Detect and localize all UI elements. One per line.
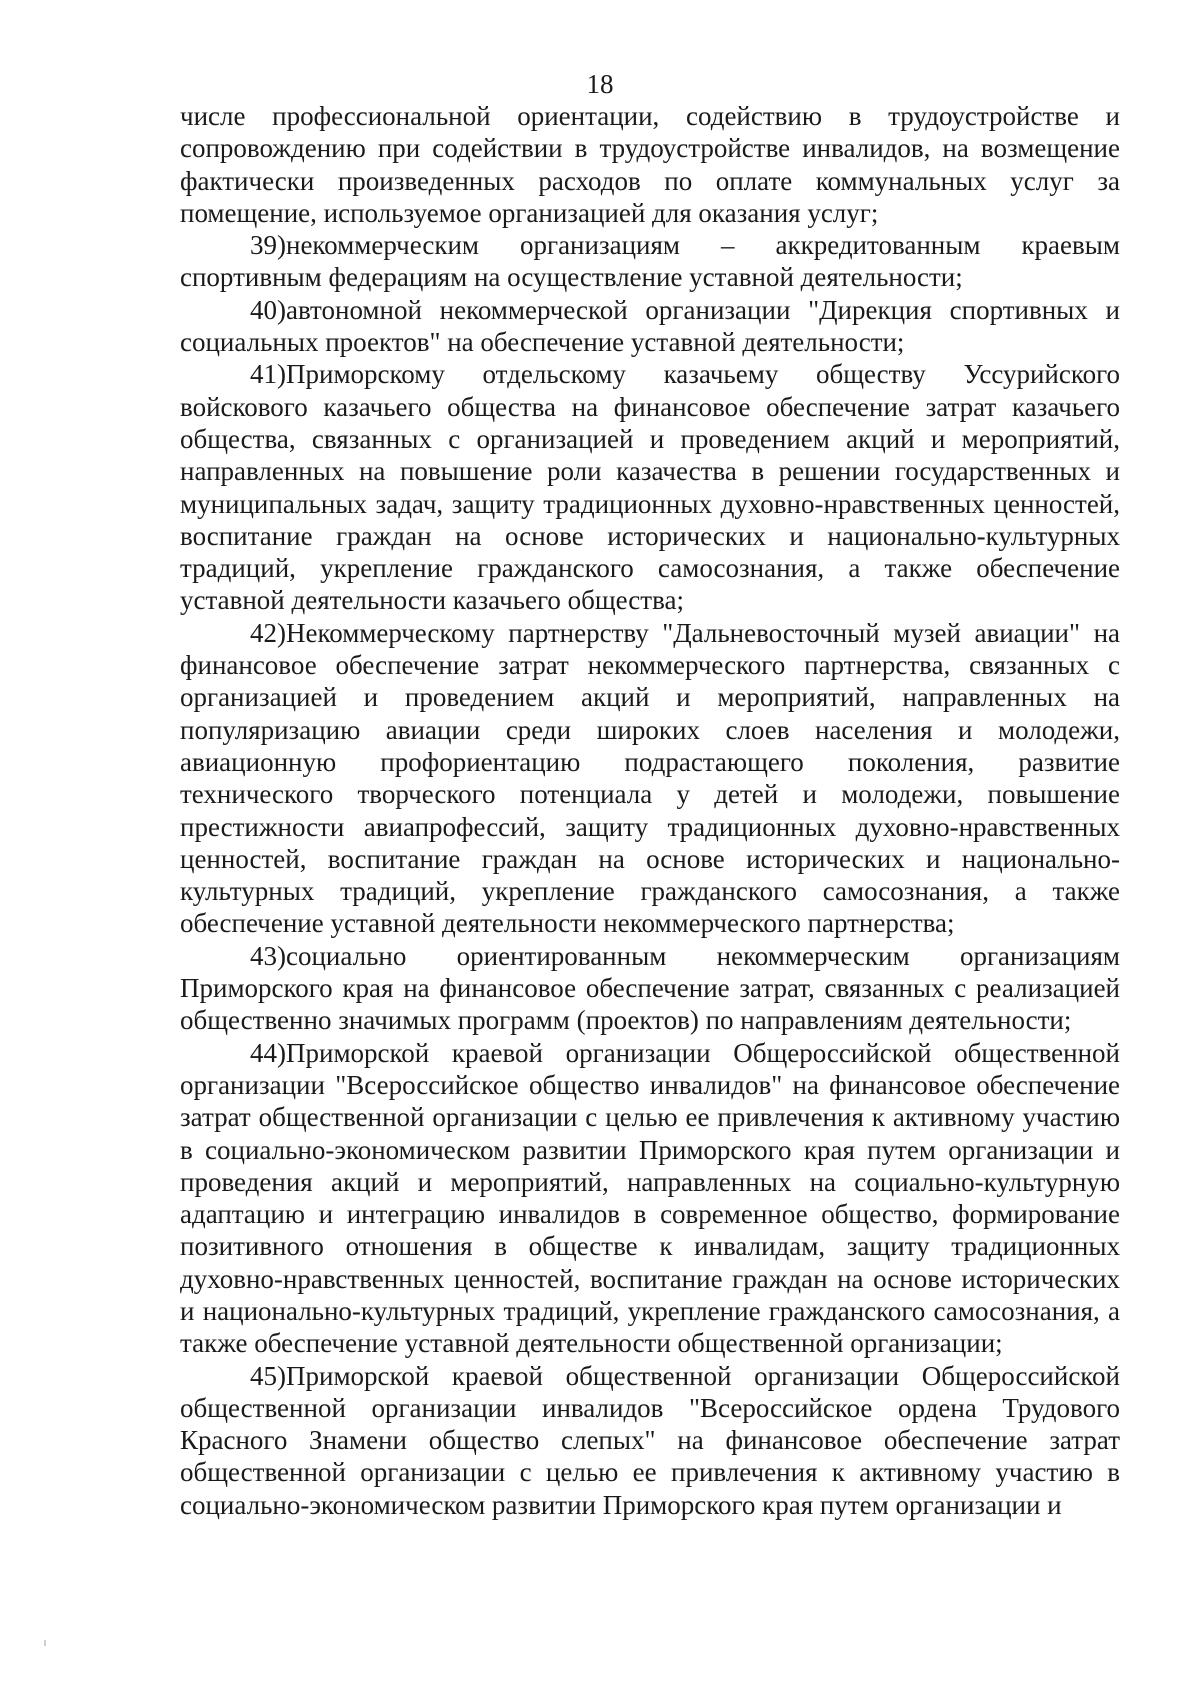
paragraph-continuation: числе профессиональной ориентации, содействию в трудоустройстве и сопровождению при содействии в трудоустройстве инвалидов, на возмещение фактически произведенных расходов по оплате коммунальных услуг за помещение, используемое организацией для оказания услуг; <box>180 101 1120 228</box>
paragraph-item-40: 40)автономной некоммерческой организации "Дирекция спортивных и социальных проектов" на обеспечение уставной деятельности; <box>180 294 1120 358</box>
page-number: 18 <box>586 69 614 99</box>
paragraph-item-43: 43)социально ориентированным некоммерческим организациям Приморского края на финансовое обеспечение затрат, связанных с реализацией общественно значимых программ (проектов) по направлениям деятельности; <box>180 940 1120 1036</box>
document-body <box>180 100 1120 1521</box>
paragraph-item-41: 41)Приморскому отдельскому казачьему обществу Уссурийского войскового казачьего общества на финансовое обеспечение затрат казачьего общества, связанных с организацией и проведением акций и мероприятий, направленных на повышение роли казачества в решении государственных и муниципальных задач, защиту традиционных духовно-нравственных ценностей, воспитание граждан на основе исторических и национально-культурных традиций, укрепление гражданского самосознания, а также обеспечение уставной деятельности казачьего общества; <box>180 359 1120 616</box>
paragraph-item-42: 42)Некоммерческому партнерству "Дальневосточный музей авиации" на финансовое обеспечение затрат некоммерческого партнерства, связанных с организацией и проведением акций и мероприятий, направленных на популяризацию авиации среди широких слоев населения и молодежи, авиационную профориентацию подрастающего поколения, развитие технического творческого потенциала у детей и молодежи, повышение престижности авиапрофессий, защиту традиционных духовно-нравственных ценностей, воспитание граждан на основе исторических и национально-культурных традиций, укрепление гражданского самосознания, а также обеспечение уставной деятельности некоммерческого партнерства; <box>180 617 1120 939</box>
paragraph-item-45: 45)Приморской краевой общественной организации Общероссийской общественной организации инвалидов "Всероссийское ордена Трудового Красного Знамени общество слепых" на финансовое обеспечение затрат общественной организации с целью ее привлечения к активному участию в социально-экономическом развитии Приморского края путем организации и <box>180 1360 1120 1520</box>
paragraph-item-44: 44)Приморской краевой организации Общероссийской общественной организации "Всероссийское общество инвалидов" на финансовое обеспечение затрат общественной организации с целью ее привлечения к активному участию в социально-экономическом развитии Приморского края путем организации и проведения акций и мероприятий, направленных на социально-культурную адаптацию и интеграцию инвалидов в современное общество, формирование позитивного отношения в обществе к инвалидам, защиту традиционных духовно-нравственных ценностей, воспитание граждан на основе исторических и национально-культурных традиций, укрепление гражданского самосознания, а также обеспечение уставной деятельности общественной организации; <box>180 1037 1120 1359</box>
paragraph-item-39: 39)некоммерческим организациям – аккредитованным краевым спортивным федерациям на осуществление уставной деятельности; <box>180 230 1120 293</box>
scan-artifact <box>44 1640 46 1646</box>
